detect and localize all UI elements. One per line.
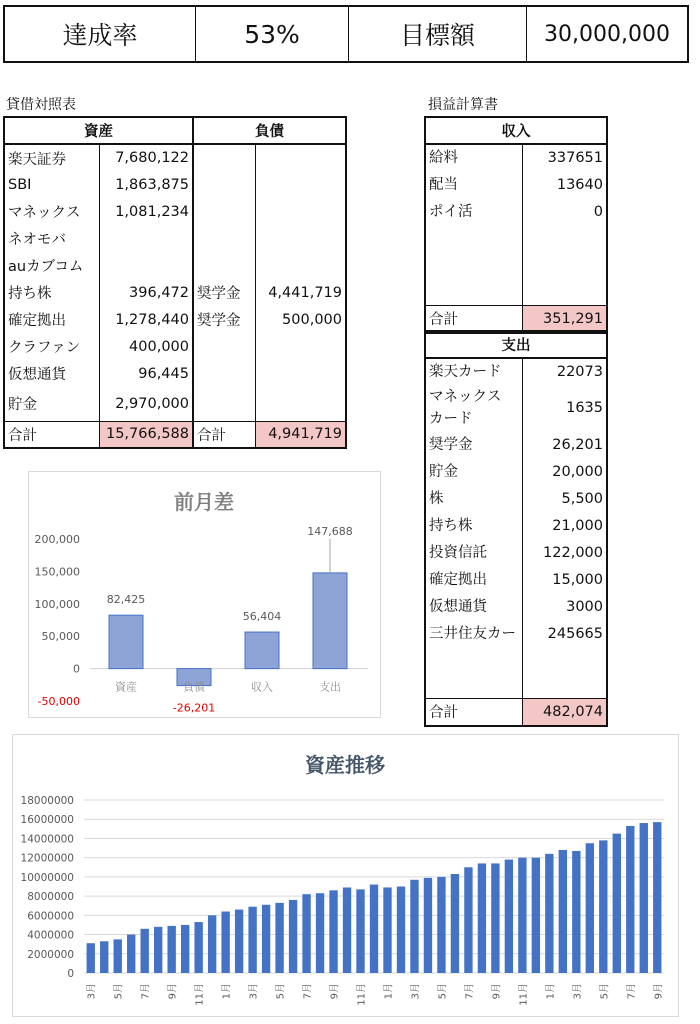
bar [154, 927, 162, 973]
list-item [425, 620, 607, 647]
bar [235, 910, 243, 973]
bar [424, 878, 432, 973]
table-row [4, 144, 346, 171]
table-row [4, 333, 346, 360]
x-tick-label: 7月 [626, 983, 638, 1000]
balance-sheet-table [3, 116, 347, 449]
x-tick-label: 9月 [491, 983, 503, 1000]
x-tick-label: 9月 [167, 983, 179, 1000]
bar [505, 860, 513, 973]
balance-sheet-title: 貸借対照表 [6, 97, 76, 113]
chart-title: 資産推移 [305, 753, 385, 777]
bar [316, 893, 324, 973]
list-item [425, 593, 607, 620]
list-item [425, 566, 607, 593]
bar [313, 573, 347, 669]
liability-label: 奨学金 [197, 286, 241, 302]
bar [559, 850, 567, 973]
bar [653, 822, 661, 973]
item-label: 奨学金 [429, 436, 473, 453]
item-value: 13640 [522, 171, 607, 198]
asset-label: 貯金 [8, 397, 37, 414]
liability-amount: 4,441,719 [255, 279, 346, 306]
asset-total-value: 15,766,588 [99, 421, 193, 448]
expense-total-value: 482,074 [522, 698, 607, 726]
y-tick-label: 100,000 [34, 597, 80, 611]
item-value: 3000 [522, 593, 607, 620]
y-tick-label: 200,000 [34, 533, 80, 546]
liability-label [193, 252, 255, 279]
y-tick-label: 10000000 [20, 871, 74, 884]
bar [586, 843, 594, 973]
bar [464, 867, 472, 973]
asset-label: 仮想通貨 [8, 367, 66, 383]
item-value: 5,500 [522, 485, 607, 512]
bar [167, 926, 175, 973]
bar [302, 894, 310, 973]
asset-label: クラファン [8, 340, 81, 356]
item-value: 15,000 [522, 566, 607, 593]
item-label: 仮想通貨 [429, 598, 487, 615]
table-row [4, 198, 346, 225]
bar [640, 823, 648, 973]
item-label: 貯金 [429, 463, 458, 480]
asset-amount [99, 252, 193, 279]
y-tick-label: 18000000 [20, 795, 74, 807]
y-tick-label: 50,000 [41, 630, 80, 644]
bar [532, 858, 540, 973]
bar [599, 840, 607, 973]
y-tick-label: 0 [67, 968, 74, 980]
item-value: 1635 [522, 385, 607, 431]
table-row [4, 387, 346, 421]
y-tick-label: 150,000 [34, 565, 80, 579]
x-tick-label: 3月 [572, 983, 584, 1000]
item-label: 持ち株 [429, 517, 473, 534]
x-tick-label: 1月 [545, 983, 557, 1000]
list-item [425, 485, 607, 512]
bar [248, 907, 256, 973]
bar [100, 941, 108, 973]
x-tick-label: 3月 [410, 983, 422, 1000]
asset-amount: 1,278,440 [99, 306, 193, 333]
bar [208, 915, 216, 973]
table-row [4, 171, 346, 198]
bar [275, 903, 283, 973]
y-tick-label: -50,000 [37, 695, 80, 708]
liability-amount [255, 333, 346, 360]
bar [289, 900, 297, 973]
bar [141, 929, 149, 973]
y-tick-label: 8000000 [27, 891, 74, 904]
table-row [4, 306, 346, 333]
x-tick-label: 1月 [221, 983, 233, 1000]
asset-label: 楽天証券 [8, 151, 66, 168]
liability-label [193, 387, 255, 421]
bar [181, 925, 189, 973]
liability-label [193, 360, 255, 387]
x-tick-label: 9月 [653, 983, 665, 1000]
item-label: 配当 [429, 176, 458, 193]
x-tick-label: 5月 [275, 983, 287, 1000]
list-item [425, 539, 607, 566]
bar [626, 826, 634, 973]
item-value: 21,000 [522, 512, 607, 539]
bar [262, 905, 270, 973]
item-label: 投資信託 [429, 544, 487, 561]
asset-amount: 396,472 [99, 279, 193, 306]
x-tick-label: 5月 [437, 983, 449, 1000]
item-label: 楽天カード [429, 364, 502, 380]
y-tick-label: 14000000 [20, 833, 74, 846]
bar [613, 834, 621, 973]
item-label: 給料 [429, 150, 458, 166]
data-label: 56,404 [242, 610, 282, 624]
bar [572, 851, 580, 973]
category-label: 資産 [115, 680, 137, 694]
liability-label [193, 171, 255, 198]
liability-amount [255, 387, 346, 421]
list-item [425, 358, 607, 385]
x-tick-label: 3月 [248, 983, 260, 1000]
liability-label [193, 225, 255, 252]
achievement-rate-label: 達成率 [5, 7, 196, 61]
item-label: ポイ活 [429, 203, 473, 220]
asset-amount: 2,970,000 [99, 387, 193, 421]
income-header: 収入 [425, 117, 607, 144]
item-label: 株 [429, 490, 444, 507]
bar [127, 935, 135, 973]
y-tick-label: 6000000 [27, 910, 74, 923]
list-item [425, 171, 607, 198]
liability-label: 奨学金 [197, 313, 241, 329]
bar [356, 889, 364, 973]
asset-amount: 1,863,875 [99, 171, 193, 198]
liability-total-label: 合計 [193, 421, 255, 448]
asset-label: ネオモバ [8, 232, 66, 248]
item-label: 確定拠出 [429, 571, 487, 588]
y-tick-label: 0 [73, 662, 80, 676]
x-tick-label: 5月 [113, 983, 125, 1000]
liability-label [193, 144, 255, 171]
asset-label: auカブコム [8, 259, 84, 275]
expense-header: 支出 [425, 331, 607, 358]
x-tick-label: 1月 [383, 983, 395, 1000]
list-item [425, 512, 607, 539]
table-row [4, 360, 346, 387]
y-tick-label: 4000000 [27, 929, 74, 942]
item-label: マネックス カード [429, 389, 502, 427]
item-value: 337651 [522, 144, 607, 171]
item-value: 245665 [522, 620, 607, 647]
bar [221, 911, 229, 973]
table-row [4, 252, 346, 279]
bar [194, 922, 202, 973]
x-tick-label: 11月 [518, 982, 530, 1006]
y-tick-label: 16000000 [20, 814, 74, 827]
bar [383, 887, 391, 973]
asset-label: SBI [8, 176, 32, 193]
bar [491, 863, 499, 973]
asset-amount [99, 225, 193, 252]
asset-amount: 1,081,234 [99, 198, 193, 225]
income-table [424, 116, 608, 334]
y-tick-label: 2000000 [27, 948, 74, 961]
item-value: 26,201 [522, 431, 607, 458]
asset-total-label: 合計 [4, 421, 99, 448]
income-total-label: 合計 [425, 305, 522, 333]
liabilities-header: 負債 [193, 117, 346, 144]
item-value: 0 [522, 198, 607, 225]
asset-amount: 7,680,122 [99, 144, 193, 171]
bar [410, 880, 418, 973]
income-total-value: 351,291 [522, 305, 607, 333]
category-label: 負債 [183, 680, 205, 694]
data-label: 82,425 [106, 593, 146, 607]
category-label: 収入 [251, 680, 273, 694]
list-item [425, 458, 607, 485]
liability-label [193, 333, 255, 360]
list-item [425, 144, 607, 171]
bar [397, 887, 405, 974]
asset-amount: 400,000 [99, 333, 193, 360]
list-item [425, 385, 607, 431]
bar [451, 874, 459, 973]
x-tick-label: 9月 [329, 983, 341, 1000]
chart-title: 前月差 [174, 490, 234, 514]
bar [478, 863, 486, 973]
bar [87, 943, 95, 973]
achievement-rate-value: 53% [196, 7, 349, 61]
bar [343, 887, 351, 973]
expense-total-label: 合計 [425, 698, 522, 726]
item-label: 三井住友カー [429, 625, 516, 642]
category-label: 支出 [319, 680, 341, 694]
bar [370, 885, 378, 973]
bar [245, 632, 279, 669]
liability-amount [255, 225, 346, 252]
asset-label: マネックス [8, 205, 81, 221]
table-row [4, 279, 346, 306]
asset-label: 持ち株 [8, 286, 52, 302]
x-tick-label: 5月 [599, 983, 611, 1000]
item-value: 20,000 [522, 458, 607, 485]
x-tick-label: 11月 [194, 983, 206, 1006]
x-tick-label: 7月 [464, 983, 476, 1000]
asset-trend-chart [12, 734, 679, 1017]
bar [109, 615, 143, 668]
list-item [425, 431, 607, 458]
x-tick-label: 3月 [86, 983, 98, 1000]
asset-amount: 96,445 [99, 360, 193, 387]
bar [518, 858, 526, 973]
summary-bar [3, 5, 689, 63]
x-tick-label: 7月 [302, 983, 314, 1000]
assets-header: 資産 [4, 117, 193, 144]
expense-table [424, 330, 608, 727]
liability-amount [255, 171, 346, 198]
item-value: 122,000 [522, 539, 607, 566]
asset-label: 確定拠出 [8, 313, 66, 329]
list-item [425, 198, 607, 225]
income-statement-title: 損益計算書 [428, 97, 498, 113]
bar [329, 890, 337, 973]
x-tick-label: 7月 [140, 983, 152, 1000]
data-label: 147,688 [307, 524, 353, 538]
monthly-difference-chart [28, 471, 381, 718]
bar [114, 939, 122, 973]
liability-total-value: 4,941,719 [255, 421, 346, 448]
liability-label [193, 198, 255, 225]
data-label: -26,201 [172, 701, 216, 715]
liability-amount [255, 360, 346, 387]
liability-amount [255, 198, 346, 225]
y-tick-label: 12000000 [20, 852, 74, 865]
liability-amount [255, 144, 346, 171]
target-amount-label: 目標額 [349, 7, 527, 61]
table-row [4, 225, 346, 252]
target-amount-value: 30,000,000 [544, 21, 670, 47]
x-tick-label: 11月 [356, 983, 368, 1006]
item-value: 22073 [522, 358, 607, 385]
bar [437, 877, 445, 973]
liability-amount: 500,000 [255, 306, 346, 333]
liability-amount [255, 252, 346, 279]
bar [545, 854, 553, 973]
